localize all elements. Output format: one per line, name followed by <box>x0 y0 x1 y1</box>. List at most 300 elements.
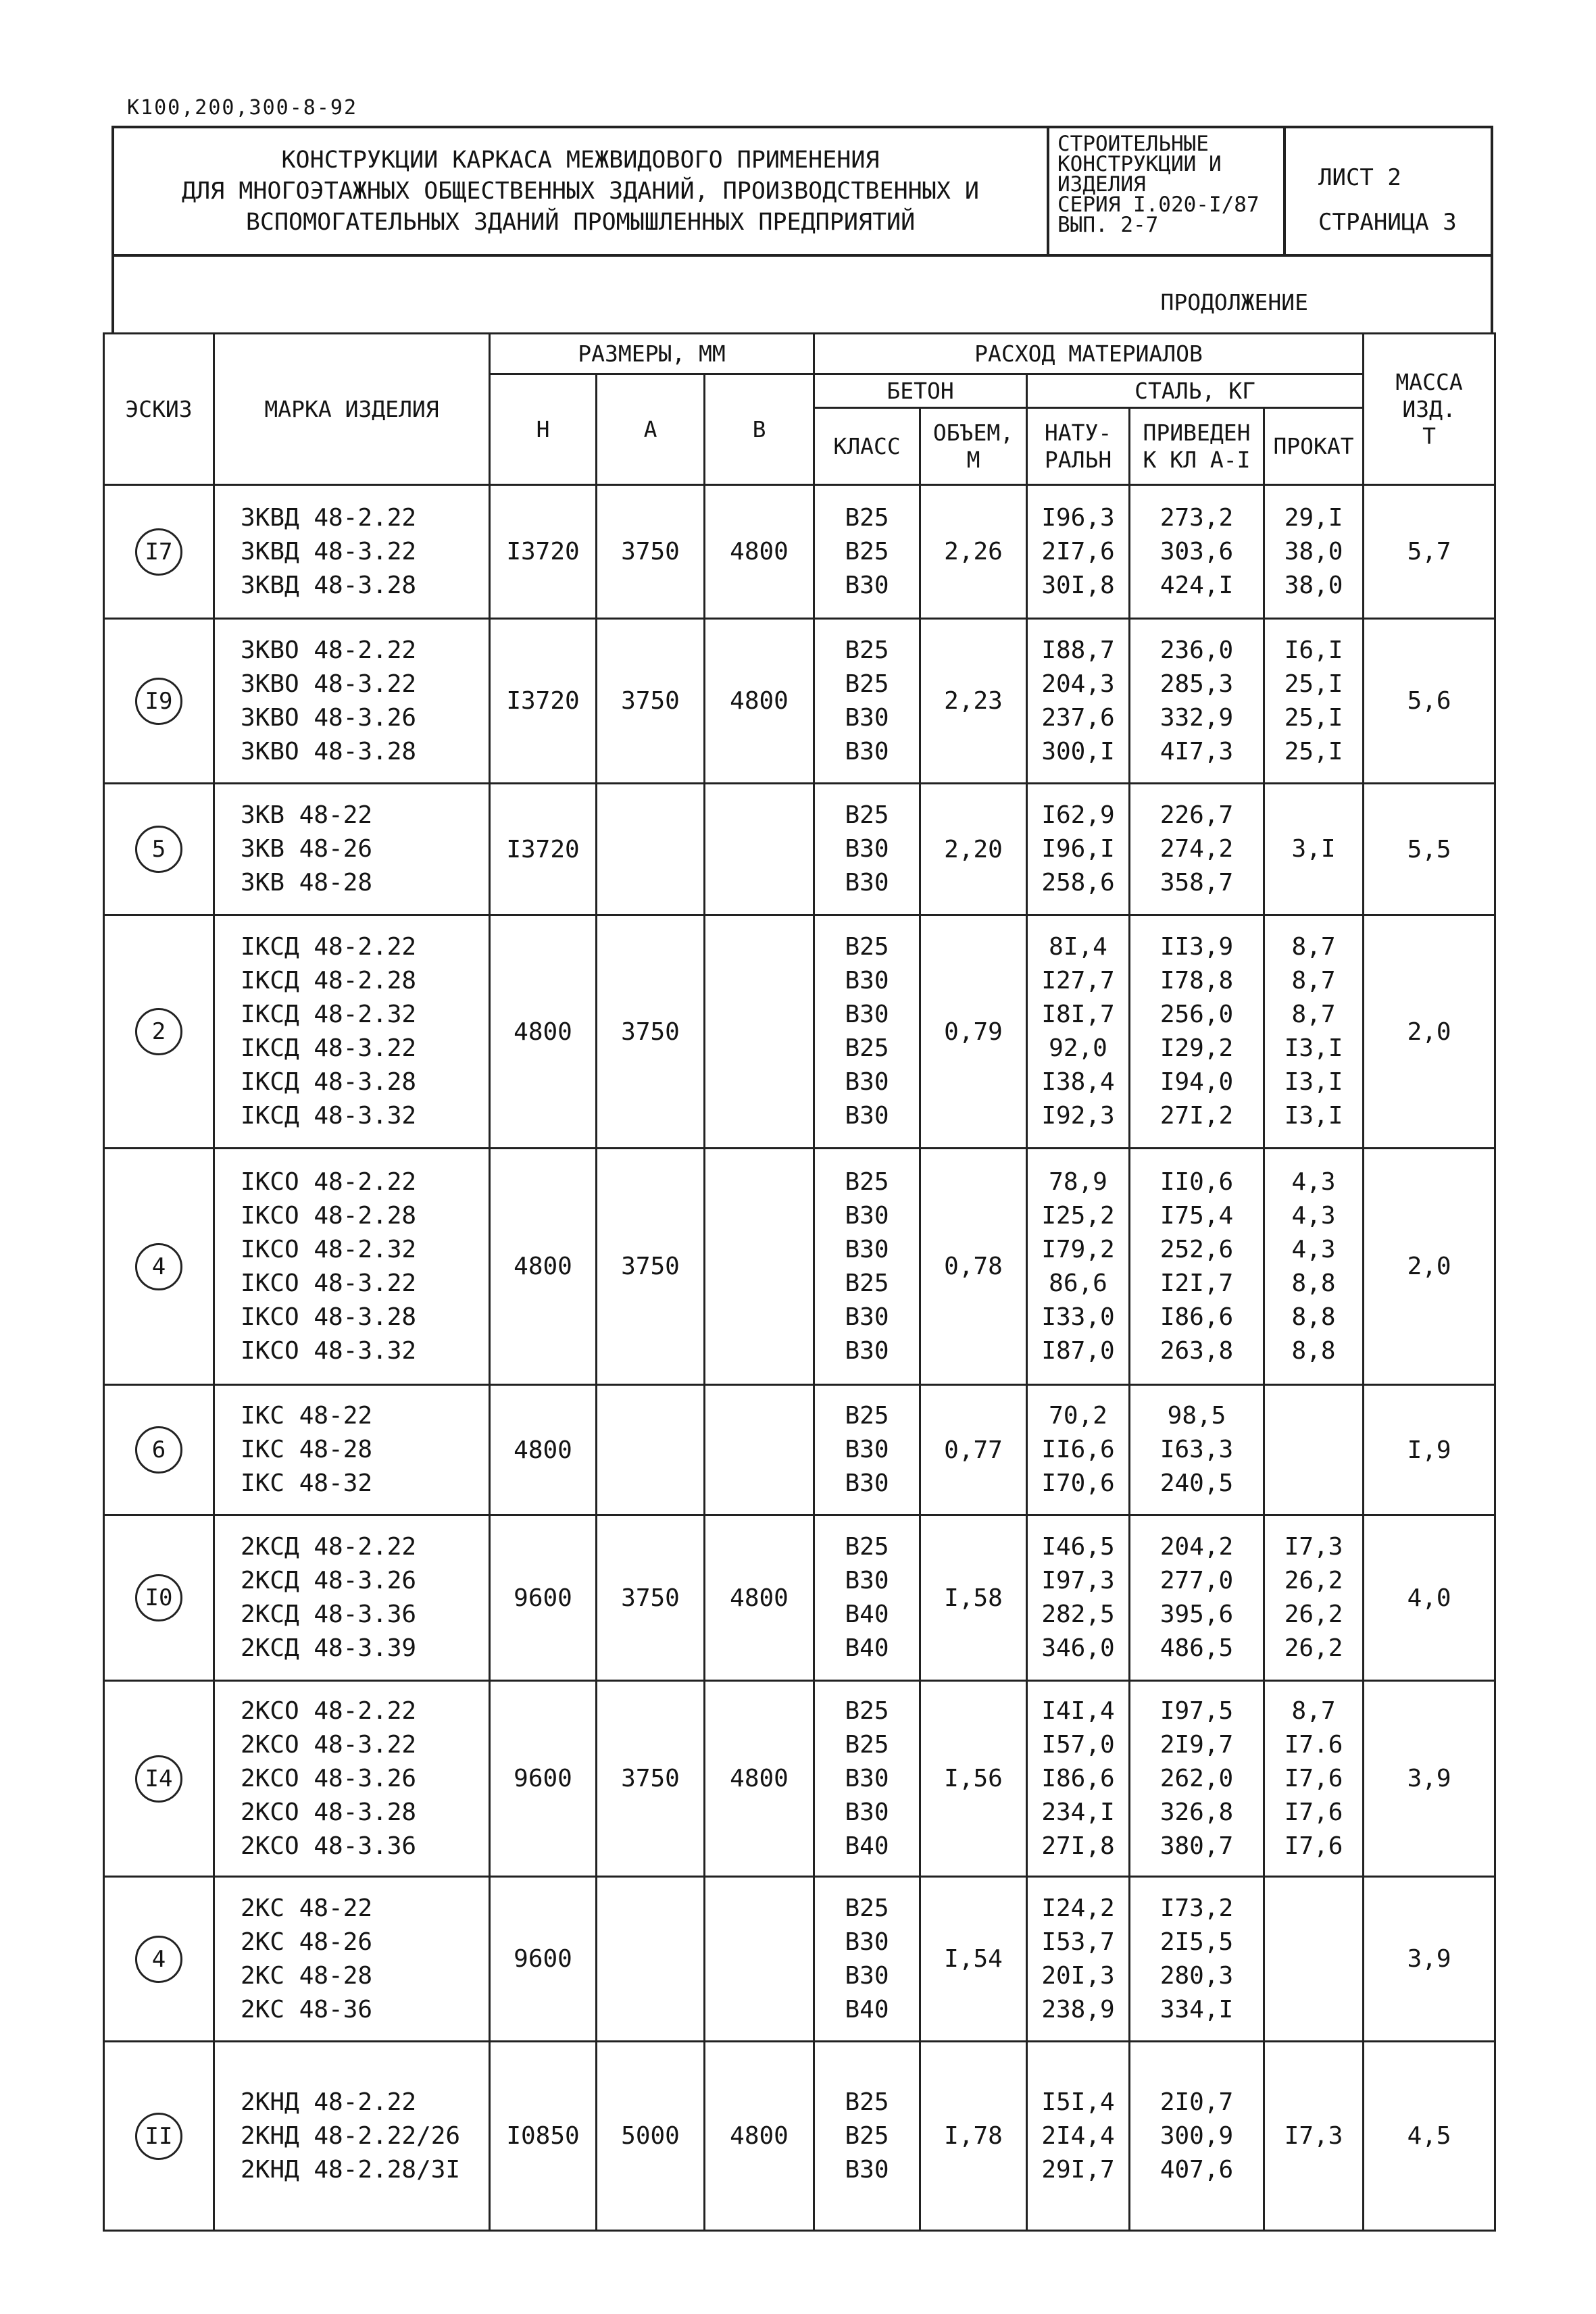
reduced-cell-line: 407,6 <box>1159 2155 1234 2184</box>
col-reduced-line: К КЛ А-I <box>1143 446 1251 473</box>
mark-cell-line: IКС 48-28 <box>241 1436 373 1463</box>
b-cell <box>705 1149 814 1385</box>
mark-cell-line: IКСД 48-2.28 <box>241 967 417 995</box>
class-cell-line: В30 <box>845 1764 889 1792</box>
class-cell <box>814 915 920 1149</box>
reduced-cell-line: 280,3 <box>1159 1961 1234 1990</box>
b-cell: 4800 <box>705 1681 814 1877</box>
col-mass-line: Т <box>1422 422 1437 449</box>
col-mark: МАРКА ИЗДЕЛИЯ <box>214 334 490 485</box>
mark-cell-line: IКСО 48-3.32 <box>241 1336 417 1365</box>
mass-cell: 5,5 <box>1364 784 1495 915</box>
reduced-cell <box>1130 1149 1264 1385</box>
h-cell: I0850 <box>490 2042 597 2231</box>
reduced-cell-line: 334,I <box>1159 1995 1234 2023</box>
mass-cell: 3,9 <box>1364 1877 1495 2042</box>
mark-cell-line: 2КСО 48-3.26 <box>241 1764 417 1792</box>
materials-table <box>103 332 1496 2232</box>
class-cell-line: В30 <box>845 1336 889 1365</box>
reduced-cell-line: 252,6 <box>1159 1235 1234 1263</box>
reduced-cell-line: 358,7 <box>1159 869 1234 897</box>
b-cell <box>705 784 814 915</box>
mark-cell-line: IКСО 48-2.22 <box>241 1167 417 1196</box>
col-class: КЛАСС <box>814 408 920 485</box>
natural-cell-line: I96,I <box>1041 835 1115 863</box>
mass-cell: 3,9 <box>1364 1681 1495 1877</box>
col-reduced <box>1130 408 1264 485</box>
rolled-cell-line: 38,0 <box>1284 537 1343 565</box>
title-block <box>111 126 1493 254</box>
reduced-cell-line: 285,3 <box>1159 670 1234 698</box>
sheet-info <box>1286 128 1491 254</box>
rolled-cell-line: I7.6 <box>1284 1730 1343 1759</box>
title-line: ВСПОМОГАТЕЛЬНЫХ ЗДАНИЙ ПРОМЫШЛЕННЫХ ПРЕДПРИЯТИЙ <box>245 209 916 236</box>
class-cell-line: В25 <box>845 1894 889 1922</box>
reduced-cell-line: 277,0 <box>1159 1567 1234 1594</box>
h-cell: I3720 <box>490 619 597 784</box>
mark-cell-line: 2КСО 48-3.36 <box>241 1832 417 1860</box>
document-code: К100,200,300-8-92 <box>127 96 358 120</box>
reduced-cell-line: 236,0 <box>1159 636 1234 664</box>
rolled-cell-line: 8,7 <box>1291 1696 1336 1725</box>
rolled-cell-line: 4,3 <box>1291 1235 1336 1263</box>
sketch-cell <box>104 1515 214 1681</box>
sketch-cell <box>104 915 214 1149</box>
col-rolled: ПРОКАТ <box>1264 408 1364 485</box>
reduced-cell-line: I75,4 <box>1159 1201 1234 1230</box>
mark-cell-line: IКСО 48-3.22 <box>241 1269 417 1297</box>
reduced-cell <box>1130 619 1264 784</box>
mark-cell-line: 3КВО 48-3.26 <box>241 703 417 732</box>
class-cell <box>814 1149 920 1385</box>
series-info <box>1049 128 1286 254</box>
col-sizes: РАЗМЕРЫ, ММ <box>490 334 814 374</box>
reduced-cell-line: II0,6 <box>1159 1167 1234 1196</box>
mark-cell <box>214 915 490 1149</box>
volume-cell: 2,23 <box>920 619 1027 784</box>
class-cell-line: В30 <box>845 1001 889 1028</box>
reduced-cell <box>1130 485 1264 619</box>
document-title <box>114 128 1049 254</box>
class-cell-line: В30 <box>845 1961 889 1990</box>
col-sketch: ЭСКИЗ <box>104 334 214 485</box>
class-cell-line: В25 <box>845 670 889 698</box>
sketch-cell <box>104 1149 214 1385</box>
sketch-number: I0 <box>135 1574 182 1621</box>
class-cell-line: В30 <box>845 1469 889 1497</box>
sketch-number: I9 <box>135 678 182 725</box>
volume-cell: 2,20 <box>920 784 1027 915</box>
b-cell: 4800 <box>705 2042 814 2231</box>
class-cell-line: В25 <box>845 636 889 664</box>
reduced-cell-line: 380,7 <box>1159 1832 1234 1860</box>
series-line: ИЗДЕЛИЯ <box>1057 172 1146 197</box>
mark-cell-line: 2КС 48-22 <box>241 1894 373 1922</box>
rolled-cell-line: 8,8 <box>1291 1303 1336 1331</box>
a-cell: 3750 <box>597 619 705 784</box>
class-cell <box>814 1515 920 1681</box>
b-cell <box>705 915 814 1149</box>
mark-cell-line: IКСО 48-3.28 <box>241 1303 417 1331</box>
rolled-cell <box>1264 1385 1364 1515</box>
reduced-cell <box>1130 2042 1264 2231</box>
reduced-cell-line: I86,6 <box>1159 1303 1234 1331</box>
table-body <box>104 485 1495 2231</box>
title-line: ДЛЯ МНОГОЭТАЖНЫХ ОБЩЕСТВЕННЫХ ЗДАНИЙ, ПРОИЗВОДСТВЕННЫХ И <box>181 178 980 205</box>
natural-cell-line: I62,9 <box>1041 801 1115 829</box>
natural-cell-line: II6,6 <box>1041 1436 1115 1463</box>
class-cell-line: В25 <box>845 1696 889 1725</box>
class-cell-line: В30 <box>845 1102 889 1130</box>
rolled-cell-line: 38,0 <box>1284 571 1343 599</box>
reduced-cell-line: 300,9 <box>1159 2121 1234 2150</box>
natural-cell-line: 8I,4 <box>1049 933 1107 961</box>
mass-cell: I,9 <box>1364 1385 1495 1515</box>
rolled-cell-line: 25,I <box>1284 737 1343 765</box>
class-cell-line: В40 <box>845 1634 889 1662</box>
class-cell <box>814 485 920 619</box>
mark-cell-line: IКСД 48-2.32 <box>241 1001 417 1028</box>
mark-cell-line: 2КСО 48-3.28 <box>241 1798 417 1826</box>
natural-cell-line: 92,0 <box>1049 1034 1107 1062</box>
reduced-cell-line: 240,5 <box>1159 1469 1234 1497</box>
natural-cell-line: I25,2 <box>1041 1201 1115 1230</box>
natural-cell-line: I4I,4 <box>1041 1696 1115 1725</box>
rolled-cell-line: 8,7 <box>1291 1001 1336 1028</box>
natural-cell-line: 282,5 <box>1041 1601 1115 1628</box>
mark-cell-line: 2КНД 48-2.22/26 <box>241 2121 461 2150</box>
sheet-number: ЛИСТ 2 <box>1318 164 1401 191</box>
rolled-cell-line: I7,6 <box>1284 1764 1343 1792</box>
reduced-cell-line: I78,8 <box>1159 967 1234 995</box>
sketch-number: 5 <box>135 826 182 873</box>
class-cell-line: В30 <box>845 1068 889 1096</box>
a-cell: 3750 <box>597 485 705 619</box>
natural-cell-line: I97,3 <box>1041 1567 1115 1594</box>
reduced-cell-line: I29,2 <box>1159 1034 1234 1062</box>
rolled-cell <box>1264 619 1364 784</box>
volume-cell: 0,77 <box>920 1385 1027 1515</box>
mark-cell-line: 3КВ 48-26 <box>241 835 373 863</box>
table-row <box>104 619 1495 784</box>
rolled-cell <box>1264 2042 1364 2231</box>
reduced-cell-line: 274,2 <box>1159 835 1234 863</box>
natural-cell-line: 258,6 <box>1041 869 1115 897</box>
rolled-cell-line: 8,7 <box>1291 967 1336 995</box>
col-volume-line: М <box>966 446 980 473</box>
h-cell: I3720 <box>490 784 597 915</box>
a-cell: 5000 <box>597 2042 705 2231</box>
col-materials: РАСХОД МАТЕРИАЛОВ <box>814 334 1364 374</box>
col-mass <box>1364 334 1495 485</box>
natural-cell <box>1027 784 1130 915</box>
natural-cell-line: I87,0 <box>1041 1336 1115 1365</box>
rolled-cell-line: 25,I <box>1284 703 1343 732</box>
class-cell-line: В25 <box>845 801 889 829</box>
rolled-cell-line: 8,8 <box>1291 1336 1336 1365</box>
mark-cell-line: 3КВО 48-3.28 <box>241 737 417 765</box>
mark-cell-line: IКСО 48-2.32 <box>241 1235 417 1263</box>
rolled-cell-line: I3,I <box>1284 1068 1343 1096</box>
rolled-cell-line: I3,I <box>1284 1102 1343 1130</box>
class-cell-line: В25 <box>845 1167 889 1196</box>
natural-cell-line: I79,2 <box>1041 1235 1115 1263</box>
continuation-label: ПРОДОЛЖЕНИЕ <box>111 254 1493 332</box>
table-row <box>104 1149 1495 1385</box>
col-natural-line: РАЛЬН <box>1044 446 1112 473</box>
natural-cell-line: 30I,8 <box>1041 571 1115 599</box>
h-cell: 4800 <box>490 915 597 1149</box>
sketch-number: I4 <box>135 1755 182 1803</box>
sketch-cell <box>104 619 214 784</box>
natural-cell-line: 2I7,6 <box>1041 537 1115 565</box>
mark-cell-line: 3КВО 48-3.22 <box>241 670 417 698</box>
mark-cell <box>214 784 490 915</box>
sketch-cell <box>104 1877 214 2042</box>
class-cell-line: В30 <box>845 835 889 863</box>
title-line: КОНСТРУКЦИИ КАРКАСА МЕЖВИДОВОГО ПРИМЕНЕНИЯ <box>281 147 880 174</box>
b-cell: 4800 <box>705 485 814 619</box>
sketch-cell <box>104 2042 214 2231</box>
sketch-cell <box>104 1681 214 1877</box>
natural-cell-line: I27,7 <box>1041 967 1115 995</box>
col-a: А <box>597 374 705 485</box>
col-reduced-line: ПРИВЕДЕН <box>1143 419 1251 446</box>
b-cell <box>705 1385 814 1515</box>
reduced-cell-line: I73,2 <box>1159 1894 1234 1922</box>
rolled-cell-line: I7,3 <box>1284 2121 1343 2150</box>
reduced-cell-line: 27I,2 <box>1159 1102 1234 1130</box>
rolled-cell-line: 8,7 <box>1291 933 1336 961</box>
reduced-cell-line: 486,5 <box>1159 1634 1234 1662</box>
sketch-cell <box>104 784 214 915</box>
class-cell-line: В25 <box>845 1402 889 1430</box>
rolled-cell-line: 4,3 <box>1291 1201 1336 1230</box>
reduced-cell-line: 273,2 <box>1159 503 1234 532</box>
mark-cell <box>214 1385 490 1515</box>
series-line: ВЫП. 2-7 <box>1057 213 1159 237</box>
natural-cell-line: I96,3 <box>1041 503 1115 532</box>
rolled-cell <box>1264 485 1364 619</box>
reduced-cell <box>1130 915 1264 1149</box>
a-cell: 3750 <box>597 1681 705 1877</box>
reduced-cell-line: 303,6 <box>1159 537 1234 565</box>
mark-cell-line: 3КВД 48-2.22 <box>241 503 417 532</box>
natural-cell <box>1027 619 1130 784</box>
reduced-cell <box>1130 1515 1264 1681</box>
page-number: СТРАНИЦА 3 <box>1318 209 1457 236</box>
reduced-cell-line: 2I5,5 <box>1159 1928 1234 1956</box>
volume-cell: I,58 <box>920 1515 1027 1681</box>
reduced-cell-line: I97,5 <box>1159 1696 1234 1725</box>
class-cell-line: В25 <box>845 1034 889 1062</box>
reduced-cell <box>1130 784 1264 915</box>
class-cell <box>814 1681 920 1877</box>
sketch-cell <box>104 1385 214 1515</box>
natural-cell-line: 300,I <box>1041 737 1115 765</box>
mark-cell <box>214 619 490 784</box>
sketch-number: I7 <box>135 528 182 576</box>
mark-cell-line: IКСД 48-2.22 <box>241 933 417 961</box>
natural-cell-line: 2I4,4 <box>1041 2121 1115 2150</box>
a-cell <box>597 784 705 915</box>
mark-cell-line: 2КСД 48-3.36 <box>241 1601 417 1628</box>
rolled-cell <box>1264 1877 1364 2042</box>
mark-cell-line: 2КС 48-28 <box>241 1961 373 1990</box>
reduced-cell-line: 332,9 <box>1159 703 1234 732</box>
mass-cell: 5,7 <box>1364 485 1495 619</box>
sketch-number: 4 <box>135 1243 182 1290</box>
class-cell-line: В30 <box>845 1303 889 1331</box>
sketch-number: 2 <box>135 1008 182 1055</box>
mark-cell-line: IКСО 48-2.28 <box>241 1201 417 1230</box>
reduced-cell-line: 263,8 <box>1159 1336 1234 1365</box>
natural-cell <box>1027 485 1130 619</box>
b-cell <box>705 1877 814 2042</box>
natural-cell-line: I24,2 <box>1041 1894 1115 1922</box>
natural-cell-line: 237,6 <box>1041 703 1115 732</box>
natural-cell-line: I53,7 <box>1041 1928 1115 1956</box>
mark-cell <box>214 1149 490 1385</box>
reduced-cell-line: 204,2 <box>1159 1533 1234 1561</box>
class-cell-line: В25 <box>845 2088 889 2116</box>
h-cell: 9600 <box>490 1877 597 2042</box>
class-cell-line: В30 <box>845 1928 889 1956</box>
col-steel: СТАЛЬ, КГ <box>1027 374 1364 408</box>
a-cell: 3750 <box>597 1149 705 1385</box>
class-cell-line: В30 <box>845 1436 889 1463</box>
natural-cell-line: I86,6 <box>1041 1764 1115 1792</box>
rolled-cell <box>1264 784 1364 915</box>
natural-cell <box>1027 1515 1130 1681</box>
reduced-cell <box>1130 1385 1264 1515</box>
mass-cell: 4,5 <box>1364 2042 1495 2231</box>
class-cell-line: В25 <box>845 537 889 565</box>
rolled-cell-line: I3,I <box>1284 1034 1343 1062</box>
table-row <box>104 2042 1495 2231</box>
mark-cell-line: IКС 48-32 <box>241 1469 373 1497</box>
volume-cell: I,54 <box>920 1877 1027 2042</box>
rolled-cell <box>1264 1515 1364 1681</box>
rolled-cell <box>1264 1681 1364 1877</box>
volume-cell: 0,78 <box>920 1149 1027 1385</box>
mark-cell-line: 2КСО 48-3.22 <box>241 1730 417 1759</box>
class-cell-line: В25 <box>845 933 889 961</box>
natural-cell <box>1027 2042 1130 2231</box>
class-cell-line: В30 <box>845 967 889 995</box>
h-cell: 4800 <box>490 1385 597 1515</box>
natural-cell-line: I88,7 <box>1041 636 1115 664</box>
natural-cell-line: I92,3 <box>1041 1102 1115 1130</box>
rolled-cell-line: I6,I <box>1284 636 1343 664</box>
natural-cell-line: 20I,3 <box>1041 1961 1115 1990</box>
sketch-number: 6 <box>135 1426 182 1474</box>
natural-cell-line: I46,5 <box>1041 1533 1115 1561</box>
rolled-cell <box>1264 915 1364 1149</box>
natural-cell-line: 204,3 <box>1041 670 1115 698</box>
natural-cell-line: I57,0 <box>1041 1730 1115 1759</box>
volume-cell: 2,26 <box>920 485 1027 619</box>
h-cell: 9600 <box>490 1515 597 1681</box>
col-natural <box>1027 408 1130 485</box>
class-cell-line: В30 <box>845 1798 889 1826</box>
reduced-cell-line: 2I9,7 <box>1159 1730 1234 1759</box>
reduced-cell-line: I63,3 <box>1159 1436 1234 1463</box>
rolled-cell-line: 8,8 <box>1291 1269 1336 1297</box>
sketch-cell <box>104 485 214 619</box>
mark-cell-line: IКСД 48-3.32 <box>241 1102 417 1130</box>
a-cell: 3750 <box>597 915 705 1149</box>
mark-cell-line: IКС 48-22 <box>241 1402 373 1430</box>
reduced-cell-line: 4I7,3 <box>1159 737 1234 765</box>
h-cell: 9600 <box>490 1681 597 1877</box>
mark-cell <box>214 485 490 619</box>
mark-cell-line: 2КСД 48-3.26 <box>241 1567 417 1594</box>
natural-cell-line: 29I,7 <box>1041 2155 1115 2184</box>
mass-cell: 4,0 <box>1364 1515 1495 1681</box>
reduced-cell-line: 98,5 <box>1167 1402 1226 1430</box>
rolled-cell-line: 29,I <box>1284 503 1343 532</box>
table-row <box>104 1515 1495 1681</box>
sketch-number: 4 <box>135 1936 182 1983</box>
h-cell: I3720 <box>490 485 597 619</box>
mark-cell <box>214 1681 490 1877</box>
class-cell-line: В25 <box>845 2121 889 2150</box>
natural-cell <box>1027 915 1130 1149</box>
class-cell-line: В25 <box>845 1269 889 1297</box>
rolled-cell-line: 25,I <box>1284 670 1343 698</box>
col-mass-line: ИЗД. <box>1402 395 1456 422</box>
mark-cell-line: 2КНД 48-2.22 <box>241 2088 417 2116</box>
volume-cell: 0,79 <box>920 915 1027 1149</box>
series-line: СЕРИЯ I.020-I/87 <box>1057 193 1260 217</box>
class-cell-line: В30 <box>845 737 889 765</box>
reduced-cell-line: 256,0 <box>1159 1001 1234 1028</box>
table-row <box>104 1877 1495 2042</box>
volume-cell: I,56 <box>920 1681 1027 1877</box>
class-cell-line: В40 <box>845 1832 889 1860</box>
rolled-cell-line: 26,2 <box>1284 1634 1343 1662</box>
reduced-cell-line: 424,I <box>1159 571 1234 599</box>
mark-cell-line: IКСД 48-3.28 <box>241 1068 417 1096</box>
rolled-cell-line: I7,6 <box>1284 1798 1343 1826</box>
col-volume <box>920 408 1027 485</box>
natural-cell-line: 70,2 <box>1049 1402 1107 1430</box>
natural-cell-line: 78,9 <box>1049 1167 1107 1196</box>
class-cell <box>814 619 920 784</box>
class-cell-line: В25 <box>845 1730 889 1759</box>
sketch-number: II <box>135 2113 182 2160</box>
h-cell: 4800 <box>490 1149 597 1385</box>
series-line: СТРОИТЕЛЬНЫЕ <box>1057 132 1209 156</box>
reduced-cell-line: 226,7 <box>1159 801 1234 829</box>
class-cell-line: В30 <box>845 2155 889 2184</box>
class-cell-line: В30 <box>845 869 889 897</box>
col-mass-line: МАССА <box>1395 368 1463 395</box>
class-cell-line: В30 <box>845 1235 889 1263</box>
mass-cell: 5,6 <box>1364 619 1495 784</box>
mark-cell <box>214 1877 490 2042</box>
mark-cell-line: IКСД 48-3.22 <box>241 1034 417 1062</box>
b-cell: 4800 <box>705 619 814 784</box>
class-cell-line: В30 <box>845 1201 889 1230</box>
reduced-cell-line: I94,0 <box>1159 1068 1234 1096</box>
mark-cell-line: 3КВО 48-2.22 <box>241 636 417 664</box>
natural-cell <box>1027 1149 1130 1385</box>
natural-cell-line: 86,6 <box>1049 1269 1107 1297</box>
a-cell <box>597 1877 705 2042</box>
col-concrete: БЕТОН <box>814 374 1027 408</box>
